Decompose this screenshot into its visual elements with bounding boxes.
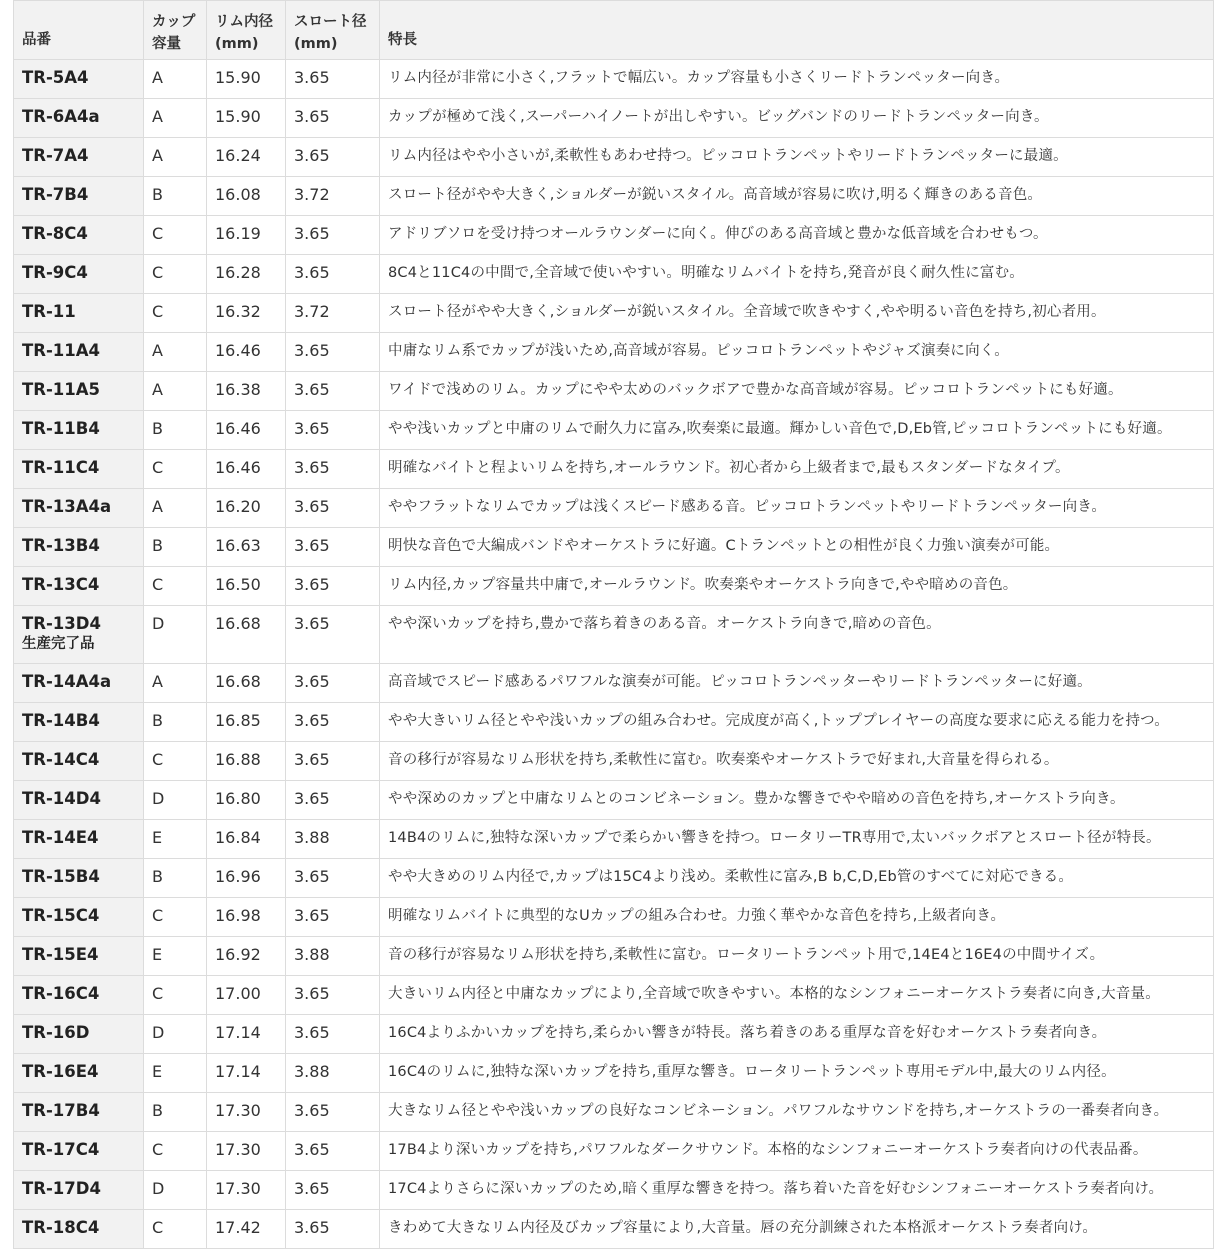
header-rim-line2: (mm) (215, 36, 259, 52)
throat-diameter-cell: 3.65 (286, 703, 380, 742)
cup-volume-cell: B (144, 1093, 207, 1132)
table-row (14, 703, 1214, 742)
rim-diameter-cell: 17.14 (207, 1015, 286, 1054)
rim-diameter-cell: 16.24 (207, 138, 286, 177)
throat-diameter-cell: 3.65 (286, 255, 380, 294)
model-number: TR-14A4a (22, 672, 112, 691)
model-number: TR-5A4 (22, 68, 89, 87)
cup-volume-cell: C (144, 976, 207, 1015)
throat-diameter-cell: 3.72 (286, 177, 380, 216)
features-cell: リム内径,カップ容量共中庸で,オールラウンド。吹奏楽やオーケストラ向きで,やや暗めの音色。 (380, 567, 1214, 606)
model-cell (14, 99, 144, 138)
features-cell: 17B4より深いカップを持ち,パワフルなダークサウンド。本格的なシンフォニーオーケストラ奏者向けの代表品番。 (380, 1132, 1214, 1171)
features-cell: やや深いカップを持ち,豊かで落ち着きのある音。オーケストラ向きで,暗めの音色。 (380, 606, 1214, 664)
table-row (14, 372, 1214, 411)
table-header (14, 1, 1214, 60)
header-features-label: 特長 (388, 32, 417, 48)
model-cell (14, 60, 144, 99)
rim-diameter-cell: 17.30 (207, 1132, 286, 1171)
header-throat-diameter (286, 1, 380, 60)
throat-diameter-cell: 3.65 (286, 976, 380, 1015)
model-number: TR-13B4 (22, 536, 100, 555)
table-row (14, 99, 1214, 138)
model-number: TR-13C4 (22, 575, 100, 594)
model-number: TR-16C4 (22, 984, 100, 1003)
header-rim-diameter (207, 1, 286, 60)
model-number: TR-11C4 (22, 458, 100, 477)
model-number: TR-7B4 (22, 185, 89, 204)
model-cell (14, 1015, 144, 1054)
model-number: TR-11A4 (22, 341, 101, 360)
table-row (14, 567, 1214, 606)
model-number: TR-9C4 (22, 263, 88, 282)
table-body (14, 60, 1214, 1249)
model-cell (14, 489, 144, 528)
features-cell: 8C4と11C4の中間で,全音域で使いやすい。明確なリムバイトを持ち,発音が良く耐久性に富む。 (380, 255, 1214, 294)
table-row (14, 820, 1214, 859)
header-model-label: 品番 (22, 32, 51, 48)
cup-volume-cell: C (144, 898, 207, 937)
features-cell: 大きなリム径とやや浅いカップの良好なコンビネーション。パワフルなサウンドを持ち,オーケストラの一番奏者向き。 (380, 1093, 1214, 1132)
model-cell (14, 177, 144, 216)
model-cell (14, 216, 144, 255)
rim-diameter-cell: 16.68 (207, 664, 286, 703)
table-row (14, 138, 1214, 177)
features-cell: リム内径が非常に小さく,フラットで幅広い。カップ容量も小さくリードトランペッター向き。 (380, 60, 1214, 99)
mouthpiece-spec-table (13, 0, 1214, 1249)
throat-diameter-cell: 3.65 (286, 372, 380, 411)
features-cell: やや浅いカップと中庸のリムで耐久力に富み,吹奏楽に最適。輝かしい音色で,D,Eb管,ピッコロトランペットにも好適。 (380, 411, 1214, 450)
model-cell (14, 820, 144, 859)
model-cell (14, 1210, 144, 1249)
throat-diameter-cell: 3.88 (286, 1054, 380, 1093)
table-row (14, 1015, 1214, 1054)
throat-diameter-cell: 3.65 (286, 1210, 380, 1249)
model-number: TR-8C4 (22, 224, 88, 243)
cup-volume-cell: B (144, 411, 207, 450)
model-number: TR-7A4 (22, 146, 89, 165)
cup-volume-cell: D (144, 1171, 207, 1210)
features-cell: 17C4よりさらに深いカップのため,暗く重厚な響きを持つ。落ち着いた音を好むシンフォニーオーケストラ奏者向け。 (380, 1171, 1214, 1210)
table-row (14, 664, 1214, 703)
throat-diameter-cell: 3.65 (286, 606, 380, 664)
features-cell: アドリブソロを受け持つオールラウンダーに向く。伸びのある高音域と豊かな低音域を合わせもつ。 (380, 216, 1214, 255)
model-number: TR-11B4 (22, 419, 100, 438)
rim-diameter-cell: 16.46 (207, 450, 286, 489)
model-cell (14, 294, 144, 333)
mouthpiece-spec-table-container (13, 0, 1213, 1249)
rim-diameter-cell: 16.96 (207, 859, 286, 898)
rim-diameter-cell: 16.19 (207, 216, 286, 255)
cup-volume-cell: B (144, 703, 207, 742)
rim-diameter-cell: 15.90 (207, 99, 286, 138)
throat-diameter-cell: 3.65 (286, 333, 380, 372)
model-cell (14, 1093, 144, 1132)
table-row (14, 60, 1214, 99)
cup-volume-cell: B (144, 859, 207, 898)
throat-diameter-cell: 3.65 (286, 489, 380, 528)
model-number: TR-17C4 (22, 1140, 100, 1159)
cup-volume-cell: C (144, 450, 207, 489)
cup-volume-cell: C (144, 294, 207, 333)
model-number: TR-18C4 (22, 1218, 100, 1237)
model-cell (14, 664, 144, 703)
throat-diameter-cell: 3.65 (286, 742, 380, 781)
cup-volume-cell: E (144, 820, 207, 859)
rim-diameter-cell: 17.00 (207, 976, 286, 1015)
model-number: TR-14C4 (22, 750, 100, 769)
model-cell (14, 138, 144, 177)
cup-volume-cell: C (144, 255, 207, 294)
table-row (14, 859, 1214, 898)
model-cell (14, 372, 144, 411)
cup-volume-cell: A (144, 372, 207, 411)
features-cell: 高音域でスピード感あるパワフルな演奏が可能。ピッコロトランペッターやリードトランペッターに好適。 (380, 664, 1214, 703)
throat-diameter-cell: 3.65 (286, 781, 380, 820)
throat-diameter-cell: 3.65 (286, 1132, 380, 1171)
rim-diameter-cell: 16.50 (207, 567, 286, 606)
cup-volume-cell: A (144, 99, 207, 138)
rim-diameter-cell: 16.85 (207, 703, 286, 742)
model-cell (14, 898, 144, 937)
features-cell: 音の移行が容易なリム形状を持ち,柔軟性に富む。ロータリートランペット用で,14E4と16E4の中間サイズ。 (380, 937, 1214, 976)
features-cell: やや大きいリム径とやや浅いカップの組み合わせ。完成度が高く,トッププレイヤーの高度な要求に応える能力を持つ。 (380, 703, 1214, 742)
header-row (14, 1, 1214, 60)
rim-diameter-cell: 16.98 (207, 898, 286, 937)
header-features (380, 1, 1214, 60)
cup-volume-cell: B (144, 177, 207, 216)
rim-diameter-cell: 17.42 (207, 1210, 286, 1249)
features-cell: ややフラットなリムでカップは浅くスピード感ある音。ピッコロトランペットやリードトランペッター向き。 (380, 489, 1214, 528)
table-row (14, 528, 1214, 567)
cup-volume-cell: B (144, 528, 207, 567)
cup-volume-cell: C (144, 567, 207, 606)
model-cell (14, 859, 144, 898)
model-number: TR-16D (22, 1023, 90, 1042)
table-row (14, 1171, 1214, 1210)
table-row (14, 411, 1214, 450)
cup-volume-cell: E (144, 937, 207, 976)
table-row (14, 216, 1214, 255)
features-cell: スロート径がやや大きく,ショルダーが鋭いスタイル。全音域で吹きやすく,やや明るい音色を持ち,初心者用。 (380, 294, 1214, 333)
table-row (14, 1210, 1214, 1249)
rim-diameter-cell: 16.68 (207, 606, 286, 664)
table-row (14, 898, 1214, 937)
model-cell (14, 703, 144, 742)
throat-diameter-cell: 3.65 (286, 528, 380, 567)
header-model (14, 1, 144, 60)
model-number: TR-17D4 (22, 1179, 101, 1198)
rim-diameter-cell: 15.90 (207, 60, 286, 99)
model-cell (14, 567, 144, 606)
features-cell: 大きいリム内径と中庸なカップにより,全音域で吹きやすい。本格的なシンフォニーオーケストラ奏者に向き,大音量。 (380, 976, 1214, 1015)
model-number: TR-15C4 (22, 906, 100, 925)
throat-diameter-cell: 3.65 (286, 216, 380, 255)
rim-diameter-cell: 17.30 (207, 1093, 286, 1132)
rim-diameter-cell: 16.20 (207, 489, 286, 528)
rim-diameter-cell: 16.32 (207, 294, 286, 333)
cup-volume-cell: A (144, 138, 207, 177)
cup-volume-cell: A (144, 60, 207, 99)
model-number: TR-15B4 (22, 867, 100, 886)
cup-volume-cell: E (144, 1054, 207, 1093)
features-cell: 音の移行が容易なリム形状を持ち,柔軟性に富む。吹奏楽やオーケストラで好まれ,大音量を得られる。 (380, 742, 1214, 781)
model-number: TR-13D4 (22, 614, 101, 633)
rim-diameter-cell: 16.08 (207, 177, 286, 216)
table-row (14, 1132, 1214, 1171)
cup-volume-cell: C (144, 742, 207, 781)
model-number: TR-11 (22, 302, 76, 321)
rim-diameter-cell: 16.46 (207, 411, 286, 450)
features-cell: カップが極めて浅く,スーパーハイノートが出しやすい。ビッグバンドのリードトランペッター向き。 (380, 99, 1214, 138)
features-cell: 明確なリムバイトに典型的なUカップの組み合わせ。力強く華やかな音色を持ち,上級者向き。 (380, 898, 1214, 937)
table-row (14, 1093, 1214, 1132)
table-row (14, 742, 1214, 781)
cup-volume-cell: A (144, 333, 207, 372)
features-cell: きわめて大きなリム内径及びカップ容量により,大音量。唇の充分訓練された本格派オーケストラ奏者向け。 (380, 1210, 1214, 1249)
throat-diameter-cell: 3.65 (286, 1015, 380, 1054)
model-cell (14, 528, 144, 567)
table-row (14, 489, 1214, 528)
model-number: TR-15E4 (22, 945, 99, 964)
model-number: TR-16E4 (22, 1062, 99, 1081)
cup-volume-cell: C (144, 1132, 207, 1171)
throat-diameter-cell: 3.65 (286, 664, 380, 703)
throat-diameter-cell: 3.65 (286, 411, 380, 450)
rim-diameter-cell: 16.28 (207, 255, 286, 294)
table-row (14, 177, 1214, 216)
rim-diameter-cell: 16.38 (207, 372, 286, 411)
features-cell: 明確なバイトと程よいリムを持ち,オールラウンド。初心者から上級者まで,最もスタンダードなタイプ。 (380, 450, 1214, 489)
model-number: TR-14D4 (22, 789, 101, 808)
features-cell: 14B4のリムに,独特な深いカップで柔らかい響きを持つ。ロータリーTR専用で,太いバックボアとスロート径が特長。 (380, 820, 1214, 859)
model-cell (14, 742, 144, 781)
table-row (14, 606, 1214, 664)
rim-diameter-cell: 16.63 (207, 528, 286, 567)
header-throat-line2: (mm) (294, 36, 338, 52)
header-cup-line1: カップ (152, 14, 196, 30)
rim-diameter-cell: 17.14 (207, 1054, 286, 1093)
table-row (14, 781, 1214, 820)
model-number: TR-11A5 (22, 380, 101, 399)
throat-diameter-cell: 3.65 (286, 99, 380, 138)
throat-diameter-cell: 3.65 (286, 859, 380, 898)
throat-diameter-cell: 3.72 (286, 294, 380, 333)
header-cup-volume (144, 1, 207, 60)
rim-diameter-cell: 16.80 (207, 781, 286, 820)
throat-diameter-cell: 3.65 (286, 898, 380, 937)
throat-diameter-cell: 3.65 (286, 1171, 380, 1210)
header-cup-line2: 容量 (152, 36, 181, 52)
model-cell (14, 1054, 144, 1093)
model-number: TR-13A4a (22, 497, 112, 516)
features-cell: やや深めのカップと中庸なリムとのコンビネーション。豊かな響きでやや暗めの音色を持ち,オーケストラ向き。 (380, 781, 1214, 820)
cup-volume-cell: A (144, 489, 207, 528)
rim-diameter-cell: 16.84 (207, 820, 286, 859)
rim-diameter-cell: 16.92 (207, 937, 286, 976)
cup-volume-cell: D (144, 1015, 207, 1054)
throat-diameter-cell: 3.65 (286, 450, 380, 489)
header-throat-line1: スロート径 (294, 14, 367, 30)
features-cell: やや大きめのリム内径で,カップは15C4より浅め。柔軟性に富み,B b,C,D,Eb管のすべてに対応できる。 (380, 859, 1214, 898)
table-row (14, 255, 1214, 294)
throat-diameter-cell: 3.65 (286, 1093, 380, 1132)
throat-diameter-cell: 3.65 (286, 138, 380, 177)
cup-volume-cell: D (144, 781, 207, 820)
cup-volume-cell: C (144, 216, 207, 255)
features-cell: 16C4のリムに,独特な深いカップを持ち,重厚な響き。ロータリートランペット専用モデル中,最大のリム内径。 (380, 1054, 1214, 1093)
cup-volume-cell: D (144, 606, 207, 664)
model-number: TR-6A4a (22, 107, 100, 126)
table-row (14, 976, 1214, 1015)
cup-volume-cell: A (144, 664, 207, 703)
features-cell: 中庸なリム系でカップが浅いため,高音域が容易。ピッコロトランペットやジャズ演奏に向く。 (380, 333, 1214, 372)
table-row (14, 294, 1214, 333)
table-row (14, 937, 1214, 976)
model-cell (14, 606, 144, 664)
model-number: TR-14E4 (22, 828, 99, 847)
table-row (14, 450, 1214, 489)
model-cell (14, 450, 144, 489)
model-cell (14, 1132, 144, 1171)
model-cell (14, 1171, 144, 1210)
model-cell (14, 781, 144, 820)
features-cell: リム内径はやや小さいが,柔軟性もあわせ持つ。ピッコロトランペットやリードトランペッターに最適。 (380, 138, 1214, 177)
features-cell: ワイドで浅めのリム。カップにやや太めのバックボアで豊かな高音域が容易。ピッコロトランペットにも好適。 (380, 372, 1214, 411)
rim-diameter-cell: 16.88 (207, 742, 286, 781)
model-cell (14, 255, 144, 294)
rim-diameter-cell: 16.46 (207, 333, 286, 372)
model-cell (14, 937, 144, 976)
throat-diameter-cell: 3.88 (286, 820, 380, 859)
rim-diameter-cell: 17.30 (207, 1171, 286, 1210)
model-cell (14, 411, 144, 450)
model-number: TR-17B4 (22, 1101, 100, 1120)
model-number: TR-14B4 (22, 711, 100, 730)
features-cell: 明快な音色で大編成バンドやオーケストラに好適。Cトランペットとの相性が良く力強い演奏が可能。 (380, 528, 1214, 567)
features-cell: 16C4よりふかいカップを持ち,柔らかい響きが特長。落ち着きのある重厚な音を好むオーケストラ奏者向き。 (380, 1015, 1214, 1054)
cup-volume-cell: C (144, 1210, 207, 1249)
header-rim-line1: リム内径 (215, 14, 273, 30)
throat-diameter-cell: 3.65 (286, 567, 380, 606)
model-cell (14, 333, 144, 372)
table-row (14, 1054, 1214, 1093)
table-row (14, 333, 1214, 372)
discontinued-note: 生産完了品 (22, 636, 95, 652)
throat-diameter-cell: 3.65 (286, 60, 380, 99)
features-cell: スロート径がやや大きく,ショルダーが鋭いスタイル。高音域が容易に吹け,明るく輝きのある音色。 (380, 177, 1214, 216)
throat-diameter-cell: 3.88 (286, 937, 380, 976)
model-cell (14, 976, 144, 1015)
